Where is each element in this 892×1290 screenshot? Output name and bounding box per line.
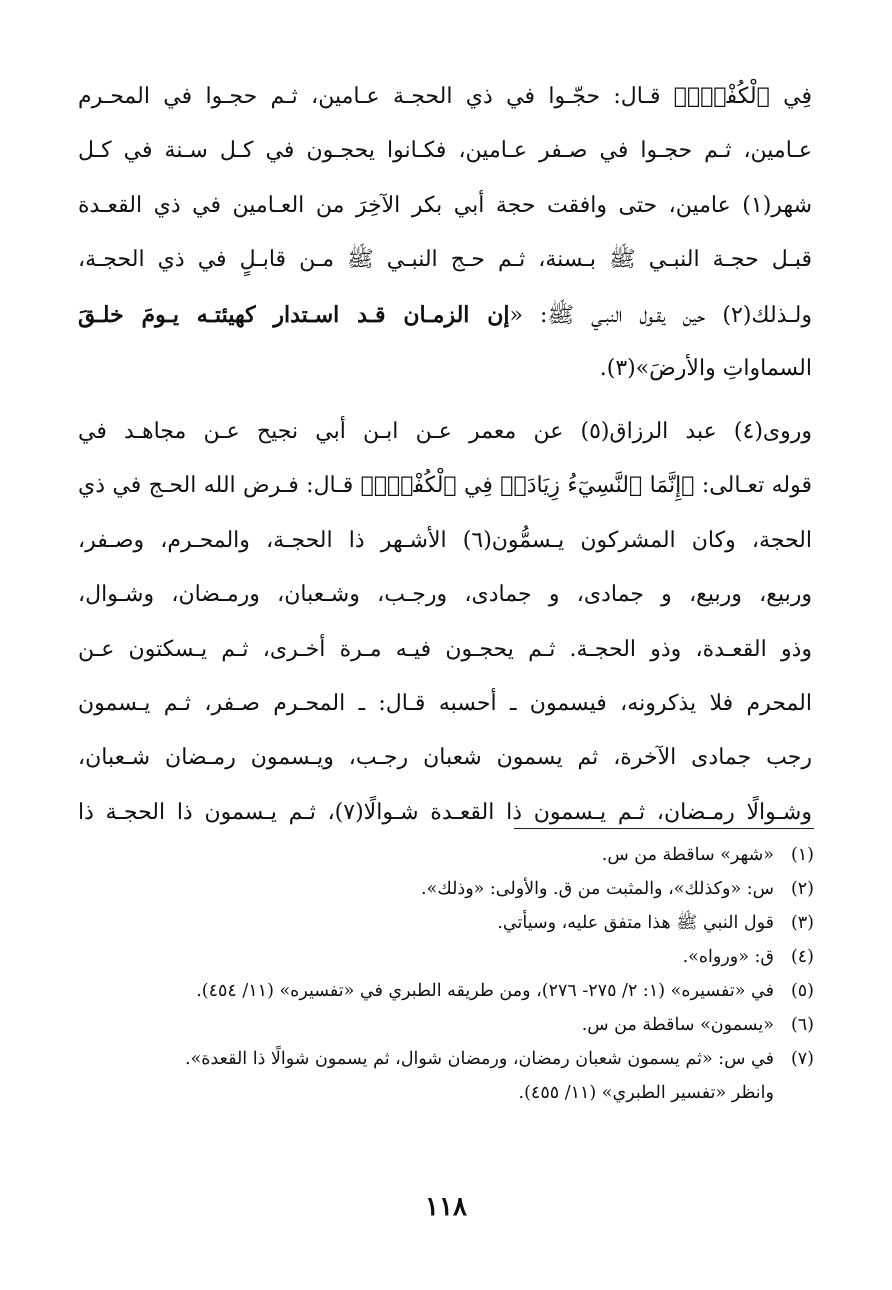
- text-segment: ولـذلك(٢) حين يقـول النبـي ﷺ: «: [509, 302, 812, 328]
- footnote-1: [78, 838, 814, 872]
- footnote-7: [78, 1042, 814, 1076]
- text-line: وربيع، وربيع، و جمادى، و جمادى، ورجـب، وشـعبان، ورمـضان، وشـوال،: [78, 582, 812, 608]
- text-line: السماواتِ والأرضَ»(٣).: [599, 355, 812, 381]
- footnote-number: (١): [790, 845, 814, 865]
- footnote-number: (٢): [790, 879, 814, 899]
- footnote-2: [78, 872, 814, 906]
- paragraph-2: [78, 405, 812, 840]
- footnote-5: [78, 974, 814, 1008]
- text-line: عـامين، ثـم حجـوا في صـفر عـامين، فكـانوا يحجـون في كـل سـنة في كـل: [78, 138, 812, 164]
- footnote-text: ق: «ورواه».: [682, 947, 774, 967]
- footnote-6: [78, 1008, 814, 1042]
- text-line: فِي ٱلْكُفْرِۖ﴾ قـال: حجّـوا في ذي الحجـة عـامين، ثـم حجـوا في المحـرم: [78, 84, 812, 109]
- text-line: وروى(٤) عبد الرزاق(٥) عن معمر عـن ابـن أبي نجيح عـن مجاهـد في: [78, 419, 812, 444]
- footnote-number: (٦): [790, 1015, 814, 1035]
- footnote-number: (٥): [790, 981, 814, 1001]
- footnote-text: س: «وكذلك»، والمثبت من ق. والأولى: «وذلك».: [421, 879, 774, 899]
- footnote-number: (٣): [790, 913, 814, 933]
- footnote-text: «يسمون» ساقطة من س.: [581, 1015, 774, 1035]
- page-number: ١١٨: [425, 1192, 467, 1222]
- footnote-3: [78, 906, 814, 940]
- footnote-text: في «تفسيره» (١: ٢/ ٢٧٥- ٢٧٦)، ومن طريقه الطبري في «تفسيره» (١١/ ٤٥٤).: [196, 981, 774, 1001]
- text-line: رجب جمادى الآخرة، ثم يسمون شعبان رجـب، ويـسمون رمـضان شـعبان،: [78, 745, 812, 771]
- footnote-number: (٤): [790, 947, 814, 967]
- footnote-number: (٧): [790, 1049, 814, 1069]
- footnote-text: قول النبي ﷺ هذا متفق عليه، وسيأتي.: [497, 913, 774, 933]
- paragraph-1: [78, 70, 812, 396]
- footnote-text: «شهر» ساقطة من س.: [601, 845, 774, 865]
- text-line: وذو القعـدة، وذو الحجـة. ثـم يحجـون فيـه مـرة أخـرى، ثـم يـسكتون عـن: [78, 636, 812, 662]
- text-line: قبـل حجـة النبـي ﷺ بـسنة، ثـم حـج النبـي ﷺ مـن قابـلٍ في ذي الحجـة،: [78, 247, 812, 273]
- hadith-quote: إن الزمـان قـد اسـتدار كهيئتـه يـومَ خلـقَ: [78, 301, 510, 328]
- footnotes: [78, 838, 814, 1110]
- text-line: قوله تعـالى: ﴿إِنَّمَا ٱلنَّسِيٓءُ زِيَادَةٞ فِي ٱلْكُفْرِۖ﴾ قـال: فـرض الله الحـج في ذي: [78, 473, 812, 499]
- footnote-4: [78, 940, 814, 974]
- text-line: وشـوالًا رمـضان، ثـم يـسمون ذا القعـدة شـوالًا(٧)، ثـم يـسمون ذا الحجـة ذا: [78, 799, 812, 825]
- text-line: شهر(١) عامين، حتى وافقت حجة أبي بكر الآخِرَ من العـامين في ذي القعـدة: [78, 192, 812, 218]
- text-line: الحجة، وكان المشركون يـسمُّون(٦) الأشـهر ذا الحجـة، والمحـرم، وصـفر،: [78, 527, 812, 553]
- text-line: [78, 288, 812, 342]
- footnote-divider: [514, 828, 814, 829]
- text-line: المحرم فلا يذكرونه، فيسمون ـ أحسبه قـال: ـ المحـرم صـفر، ثـم يـسمون: [78, 690, 812, 716]
- footnote-text: في س: «ثم يسمون شعبان رمضان، ورمضان شوال، ثم يسمون شوالًا ذا القعدة».: [185, 1049, 774, 1069]
- footnote-7-continuation: وانظر «تفسير الطبري» (١١/ ٤٥٥).: [518, 1083, 774, 1103]
